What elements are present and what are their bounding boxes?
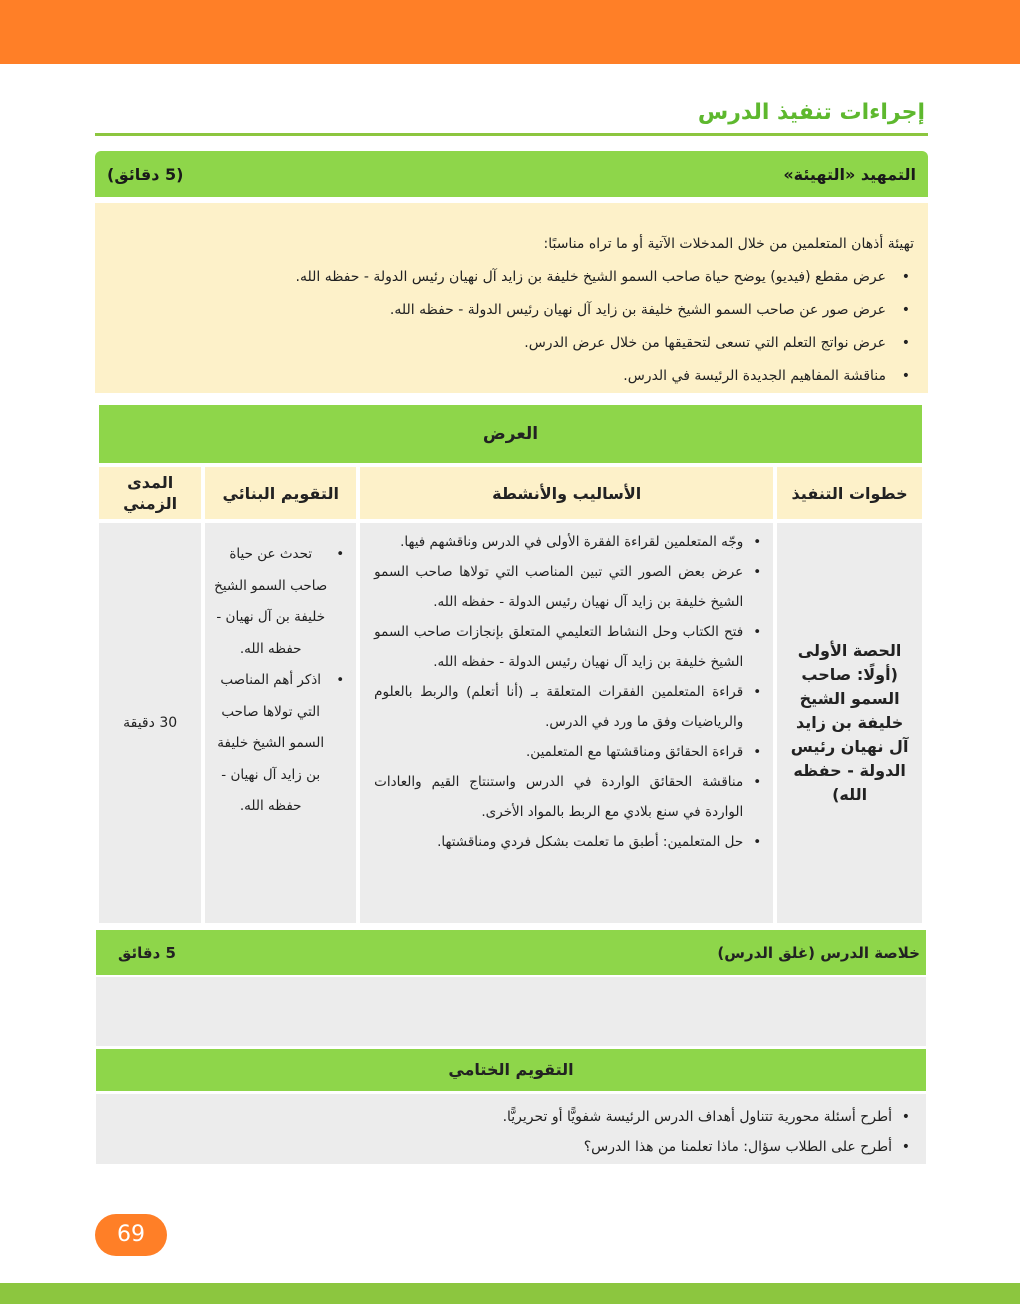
list-item: • عرض صور عن صاحب السمو الشيخ خليفة بن زايد آل نهيان رئيس الدولة - حفظه الله. [109,294,914,327]
intro-lead: تهيئة أذهان المتعلمين من خلال المدخلات الآتية أو ما تراه مناسبًا: [543,236,914,252]
section-title: إجراءات تنفيذ الدرس [697,100,925,125]
header-evaluation: التقويم البنائي [205,467,356,519]
display-title: العرض [99,405,922,463]
bottom-green-bar [0,1283,1020,1304]
list-item: • قراءة الحقائق ومناقشتها مع المتعلمين. [374,737,763,767]
header-steps: خطوات التنفيذ [777,467,922,519]
closing-box [96,977,926,1046]
list-item: • حل المتعلمين: أطبق ما تعلمت بشكل فردي ومناقشتها. [374,827,763,857]
intro-time: (5 دقائق) [107,165,184,184]
list-item: • عرض مقطع (فيديو) يوضح حياة صاحب السمو الشيخ خليفة بن زايد آل نهيان رئيس الدولة - حفظه الله. [109,261,914,294]
duration-cell: 30 دقيقة [99,523,201,923]
intro-list [109,261,914,393]
intro-header [95,151,928,197]
list-item: • مناقشة المفاهيم الجديدة الرئيسة في الدرس. [109,360,914,393]
final-eval-list [106,1102,916,1162]
intro-title: التمهيد «التهيئة» [783,165,916,184]
list-item: • عرض بعض الصور التي تبين المناصب التي تولاها صاحب السمو الشيخ خليفة بن زايد آل نهيان رئيس الدولة - حفظه الله. [374,557,763,617]
list-item: • عرض نواتج التعلم التي تسعى لتحقيقها من خلال عرض الدرس. [109,327,914,360]
evaluation-list [205,523,356,823]
activities-cell [360,523,773,923]
final-eval-title: التقويم الختامي [96,1049,926,1091]
list-item: • تحدث عن حياة صاحب السمو الشيخ خليفة بن آل نهيان - حفظه الله. [213,539,348,665]
list-item: • وجّه المتعلمين لقراءة الفقرة الأولى في الدرس وناقشهم فيها. [374,527,763,557]
title-divider [95,133,928,136]
list-item: • اذكر أهم المناصب التي تولاها صاحب السمو الشيخ خليفة بن زايد آل نهيان - حفظه الله. [213,665,348,823]
closing-title: خلاصة الدرس (غلق الدرس) [717,944,920,962]
list-item: • فتح الكتاب وحل النشاط التعليمي المتعلق بإنجازات صاحب السمو الشيخ خليفة بن زايد آل نهيان رئيس الدولة - حفظه الله. [374,617,763,677]
header-activities: الأساليب والأنشطة [360,467,773,519]
header-duration: المدى الزمني [99,467,201,519]
final-eval-box [96,1094,926,1164]
display-table [95,401,926,927]
evaluation-cell [205,523,356,923]
closing-header [96,930,926,975]
top-orange-bar [0,0,1020,64]
list-item: • أطرح على الطلاب سؤال: ماذا تعلمنا من هذا الدرس؟ [106,1132,916,1162]
list-item: • قراءة المتعلمين الفقرات المتعلقة بـ (أنا أتعلم) والربط بالعلوم والرياضيات وفق ما ورد في الدرس. [374,677,763,737]
list-item: • أطرح أسئلة محورية تتناول أهداف الدرس الرئيسة شفويًّا أو تحريريًّا. [106,1102,916,1132]
list-item: • مناقشة الحقائق الواردة في الدرس واستنتاج القيم والعادات الواردة في سنع بلادي مع الربط بالمواد الأخرى. [374,767,763,827]
steps-cell: الحصة الأولى (أولًا: صاحب السمو الشيخ خليفة بن زايد آل نهيان رئيس الدولة - حفظه الله) [777,523,922,923]
activities-list [360,523,773,857]
page-number: 69 [95,1214,167,1256]
intro-box [95,203,928,393]
closing-time: 5 دقائق [118,944,176,962]
